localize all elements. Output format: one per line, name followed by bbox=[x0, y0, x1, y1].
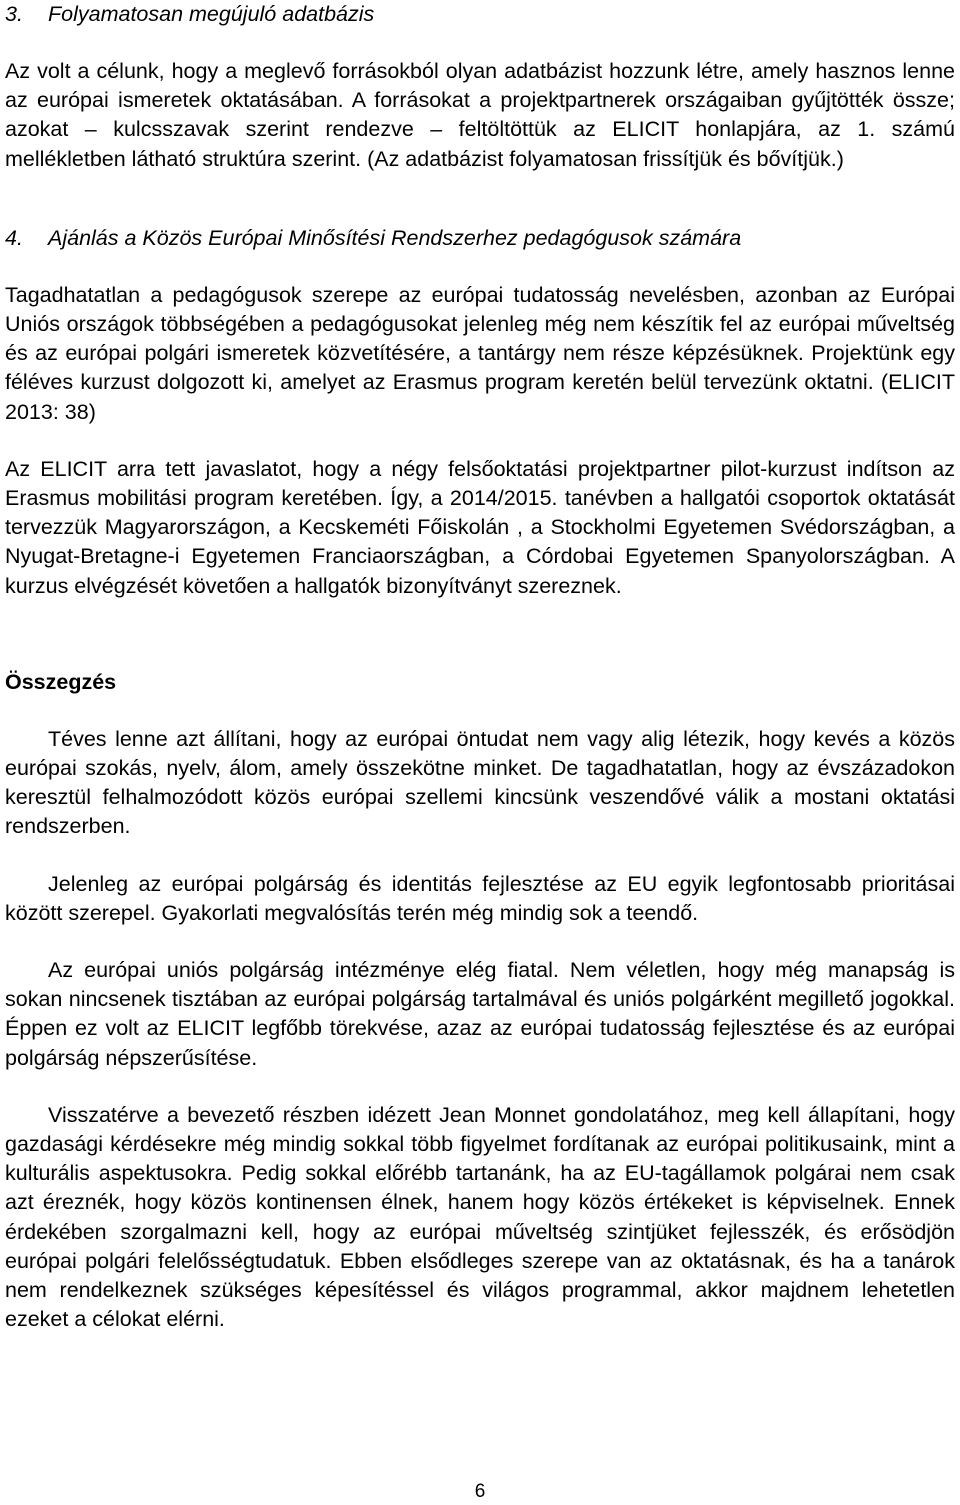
document-page bbox=[5, 0, 955, 1335]
summary-title: Összegzés bbox=[5, 669, 117, 694]
section-3-number: 3. bbox=[5, 2, 23, 26]
section-4-paragraph-1: Tagadhatatlan a pedagógusok szerepe az európai tudatosság nevelésben, azonban az Európai Uniós országok többségében a pedagógusokat jelenleg még nem készítik fel az európai műveltség és az európai polgári ismeretek közvetítésére, a tantárgy nem része képzésüknek. Projektünk egy féléves kurzust dolgozott ki, amelyet az Erasmus program keretén belül tervezünk oktatni. (ELICIT 2013: 38) bbox=[5, 282, 955, 424]
section-3-paragraph: Az volt a célunk, hogy a meglevő forrásokból olyan adatbázist hozzunk létre, amely hasznos lenne az európai ismeretek oktatásában. A forrásokat a projektpartnerek országaiban gyűjtötték össze; azokat – kulcsszavak szerint rendezve – feltöltöttük az ELICIT honlapjára, az 1. számú mellékletben látható struktúra szerint. (Az adatbázist folyamatosan frissítjük és bővítjük.) bbox=[5, 59, 955, 171]
page-number: 6 bbox=[474, 1481, 486, 1502]
summary-paragraph-2: Jelenleg az európai polgárság és identitás fejlesztése az EU egyik legfontosabb prioritásai között szerepel. Gyakorlati megvalósítás terén még mindig sok a teendő. bbox=[5, 871, 955, 925]
section-3-title: Folyamatosan megújuló adatbázis bbox=[48, 2, 375, 26]
section-4-number: 4. bbox=[5, 225, 23, 250]
section-4-heading bbox=[5, 224, 955, 253]
summary-paragraph-1: Téves lenne azt állítani, hogy az európai öntudat nem vagy alig létezik, hogy kevés a közös európai szokás, nyelv, álom, amely összekötne minket. De tagadhatatlan, hogy az évszázadokon keresztül felhalmozódott közös európai szellemi kincsünk veszendővé válik a mostani oktatási rendszerben. bbox=[5, 726, 955, 839]
summary-paragraph-4: Visszatérve a bevezető részben idézett Jean Monnet gondolatához, meg kell állapítani, hogy gazdasági kérdésekre még mindig sokkal több figyelmet fordítanak az európai politikusaink, mint a kulturális aspektusokra. Pedig sokkal előrébb tartanánk, ha az EU-tagállamok polgárai nem csak azt éreznék, hogy közös kontinensen élnek, hanem hogy közös értékeket is képviselnek. Ennek érdekében szorgalmazni kell, hogy az európai műveltség szintjüket fejlesszék, és erősödjön európai polgári felelősségtudatuk. Ebben elsődleges szerepe van az oktatásnak, és ha a tanárok nem rendelkeznek szükséges képesítéssel és világos programmal, akkor majdnem lehetetlen ezeket a célokat elérni. bbox=[5, 1102, 955, 1332]
summary-paragraph-3: Az európai uniós polgárság intézménye elég fiatal. Nem véletlen, hogy még manapság is sokan nincsenek tisztában az európai polgárság tartalmával és uniós polgárként megillető jogokkal. Éppen ez volt az ELICIT legfőbb törekvése, azaz az európai tudatosság fejlesztése és az európai polgárság népszerűsítése. bbox=[5, 958, 955, 1070]
section-4-title: Ajánlás a Közös Európai Minősítési Rendszerhez pedagógusok számára bbox=[48, 225, 742, 250]
section-3-heading bbox=[5, 0, 955, 29]
section-4-paragraph-2: Az ELICIT arra tett javaslatot, hogy a négy felsőoktatási projektpartner pilot-kurzust indítson az Erasmus mobilitási program keretében. Így, a 2014/2015. tanévben a hallgatói csoportok oktatását tervezzük Magyarországon, a Kecskeméti Főiskolán , a Stockholmi Egyetemen Svédországban, a Nyugat-Bretagne-i Egyetemen Franciaországban, a Córdobai Egyetemen Spanyolországban. A kurzus elvégzését követően a hallgatók bizonyítványt szereznek. bbox=[5, 456, 955, 598]
